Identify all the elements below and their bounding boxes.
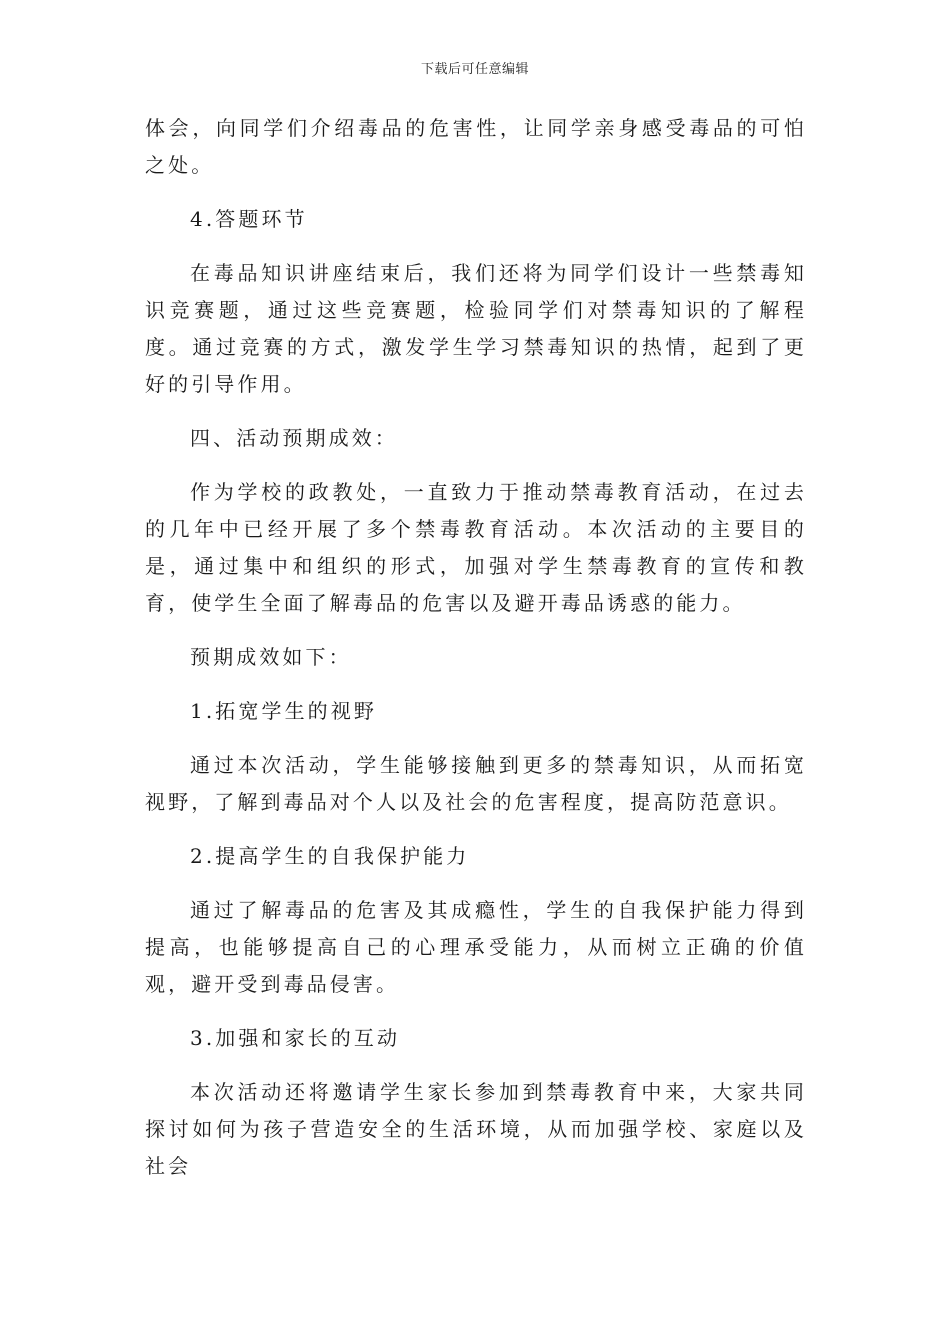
heading-parent-interaction: 3.加强和家长的互动 (190, 1026, 401, 1050)
paragraph-parent-interaction: 本次活动还将邀请学生家长参加到禁毒教育中来，大家共同探讨如何为孩子营造安全的生活环境，从而加强学校、家庭以及社会 (145, 1080, 807, 1178)
paragraph-office-intro: 作为学校的政教处，一直致力于推动禁毒教育活动，在过去的几年中已经开展了多个禁毒教育活动。本次活动的主要目的是，通过集中和组织的形式，加强对学生禁毒教育的宣传和教育，使学生全面了解毒品的危害以及避开毒品诱惑的能力。 (145, 480, 807, 615)
heading-expected-results: 四、活动预期成效： (190, 426, 398, 450)
heading-answer-section: 4.答题环节 (190, 207, 308, 231)
paragraph-self-protection: 通过了解毒品的危害及其成瘾性，学生的自我保护能力得到提高，也能够提高自己的心理承受能力，从而树立正确的价值观，避开受到毒品侵害。 (145, 898, 807, 996)
paragraph-broaden-vision: 通过本次活动，学生能够接触到更多的禁毒知识，从而拓宽视野，了解到毒品对个人以及社会的危害程度，提高防范意识。 (145, 753, 807, 814)
document-body (145, 110, 807, 1185)
paragraph-results-list-intro: 预期成效如下： (190, 645, 352, 669)
paragraph-quiz: 在毒品知识讲座结束后，我们还将为同学们设计一些禁毒知识竞赛题，通过这些竞赛题，检验同学们对禁毒知识的了解程度。通过竞赛的方式，激发学生学习禁毒知识的热情，起到了更好的引导作用。 (145, 261, 807, 396)
heading-broaden-vision: 1.拓宽学生的视野 (190, 699, 377, 723)
paragraph-continuation: 体会，向同学们介绍毒品的危害性，让同学亲身感受毒品的可怕之处。 (145, 116, 807, 177)
page-header-note: 下载后可任意编辑 (420, 62, 529, 77)
heading-self-protection: 2.提高学生的自我保护能力 (190, 844, 470, 868)
